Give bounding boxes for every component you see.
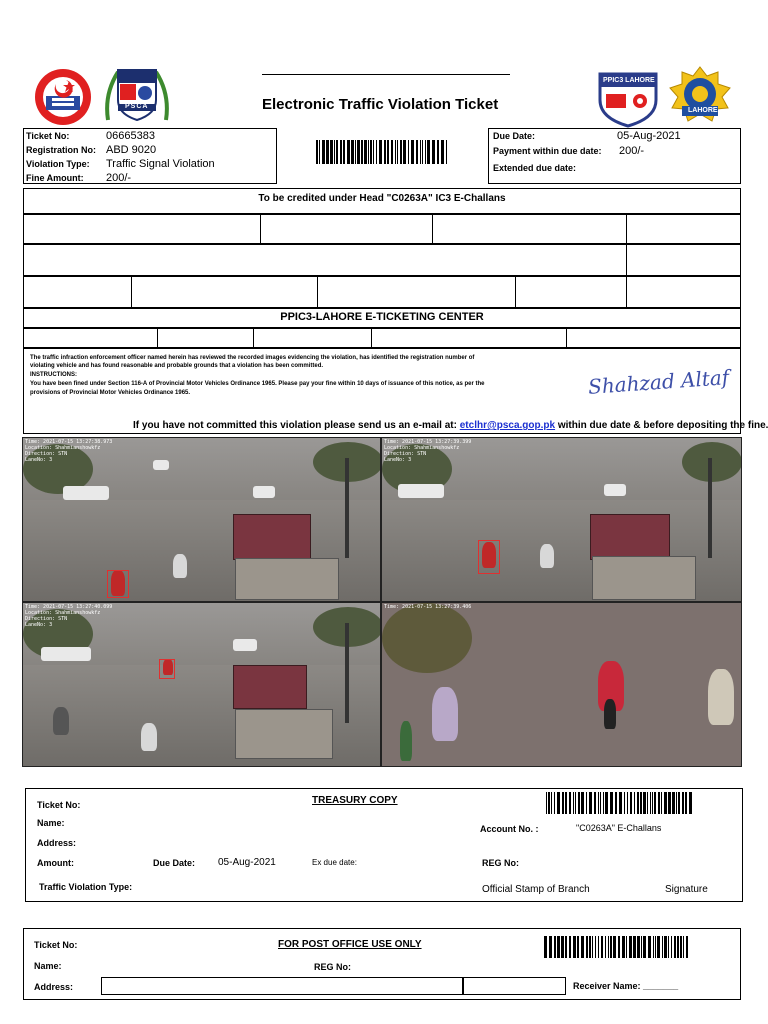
- payment-value: 200/-: [619, 145, 645, 157]
- treasury-name-label: Name:: [37, 818, 65, 828]
- blank-row-1: [23, 214, 741, 244]
- email-notice: [133, 420, 768, 431]
- treasury-stamp-label: Official Stamp of Branch: [482, 884, 590, 895]
- officer-signature: Shahzad Altaf: [587, 365, 730, 399]
- treasury-ex-due-label: Ex due date:: [312, 858, 357, 867]
- treasury-title: TREASURY COPY: [312, 795, 398, 806]
- evidence-3-stamp: Time: 2021-07-15 13:27:40.099 Location: Shahmianshowkfz Direction: STN LaneNo: 3: [25, 604, 113, 628]
- violation-type-label: Violation Type:: [26, 159, 90, 169]
- due-date-label: Due Date:: [493, 131, 536, 141]
- center-title: PPIC3-LAHORE E-TICKETING CENTER: [280, 311, 484, 323]
- evidence-image-1: [23, 438, 380, 601]
- treasury-account-value: "C0263A" E-Challans: [576, 823, 662, 833]
- evidence-2-stamp: Time: 2021-07-15 13:27:39.399 Location: Shahmianshowkfz Direction: STN LaneNo: 3: [384, 439, 472, 463]
- fine-amount-value: 200/-: [106, 172, 132, 184]
- evidence-images: [22, 437, 742, 767]
- notice-line-1: The traffic infraction enforcement officer named herein has reviewed the recorded images evidencing the violation, has identified the registration number of: [30, 355, 475, 361]
- lahore-logo-text: LAHORE: [688, 107, 718, 114]
- post-barcode: [544, 936, 690, 958]
- post-address-field-1[interactable]: [101, 977, 463, 995]
- post-reg-label: REG No:: [314, 962, 351, 972]
- ppic3-logo-text: PPIC3 LAHORE: [603, 77, 655, 84]
- treasury-amount-label: Amount:: [37, 858, 74, 868]
- post-address-field-2[interactable]: [463, 977, 566, 995]
- treasury-violation-label: Traffic Violation Type:: [39, 882, 133, 892]
- treasury-ticket-label: Ticket No:: [37, 800, 81, 810]
- post-receiver-label: Receiver Name: _______: [573, 981, 679, 991]
- treasury-barcode: [546, 792, 692, 814]
- post-title: FOR POST OFFICE USE ONLY: [278, 939, 422, 950]
- notice-line-4: provisions of Provincial Motor Vehicles Ordinance 1965.: [30, 390, 191, 396]
- credit-head-text: To be credited under Head "C0263A" IC3 E-Challans: [258, 193, 506, 204]
- treasury-address-label: Address:: [37, 838, 77, 848]
- evidence-image-2: [382, 438, 741, 601]
- treasury-due-value: 05-Aug-2021: [218, 857, 276, 868]
- city-traffic-police-logo: [668, 66, 732, 124]
- treasury-due-label: Due Date:: [153, 858, 196, 868]
- notice-instructions: INSTRUCTIONS:: [30, 372, 77, 378]
- post-ticket-label: Ticket No:: [34, 940, 78, 950]
- punjab-police-logo: [34, 68, 92, 126]
- violation-type-value: Traffic Signal Violation: [106, 158, 215, 170]
- psca-logo-text: PSCA: [125, 103, 149, 110]
- ticket-no-value: 06665383: [106, 130, 155, 142]
- blank-row-2: [23, 244, 741, 276]
- email-notice-before: If you have not committed this violation please send us an e-mail at:: [133, 420, 457, 431]
- evidence-image-3: [23, 603, 380, 766]
- registration-label: Registration No:: [26, 145, 97, 155]
- registration-value: ABD 9020: [106, 144, 157, 156]
- ticket-barcode: [316, 140, 450, 164]
- psca-logo: [104, 64, 170, 124]
- notice-line-3: You have been fined under Section 116-A of Provincial Motor Vehicles Ordinance 1965. Please pay your fine within 10 days of issuance of this notice, as per the: [30, 381, 485, 387]
- ticket-no-label: Ticket No:: [26, 131, 70, 141]
- extended-due-label: Extended due date:: [493, 163, 577, 173]
- evidence-4-stamp: Time: 2021-07-15 13:27:39.406: [384, 604, 472, 610]
- page-title: Electronic Traffic Violation Ticket: [262, 96, 499, 113]
- email-notice-after: within due date & before depositing the fine.: [557, 420, 768, 431]
- post-name-label: Name:: [34, 961, 62, 971]
- due-date-value: 05-Aug-2021: [617, 130, 681, 142]
- post-address-label: Address:: [34, 982, 74, 992]
- evidence-image-4: [382, 603, 741, 766]
- treasury-signature-label: Signature: [665, 884, 708, 895]
- email-link[interactable]: etclhr@psca.gop.pk: [459, 420, 556, 431]
- blank-row-4: [23, 328, 741, 348]
- treasury-reg-label: REG No:: [482, 858, 519, 868]
- payment-label: Payment within due date:: [493, 146, 602, 156]
- notice-line-2: violating vehicle and has found reasonable and probable grounds that a violation has been committed.: [30, 363, 324, 369]
- ppic3-lahore-logo: [596, 70, 660, 128]
- evidence-1-stamp: Time: 2021-07-15 13:27:38.973 Location: Shahmianshowkfz Direction: STN LaneNo: 3: [25, 439, 113, 463]
- treasury-account-label: Account No. :: [480, 824, 539, 834]
- fine-amount-label: Fine Amount:: [26, 173, 84, 183]
- header-rule: [262, 74, 510, 75]
